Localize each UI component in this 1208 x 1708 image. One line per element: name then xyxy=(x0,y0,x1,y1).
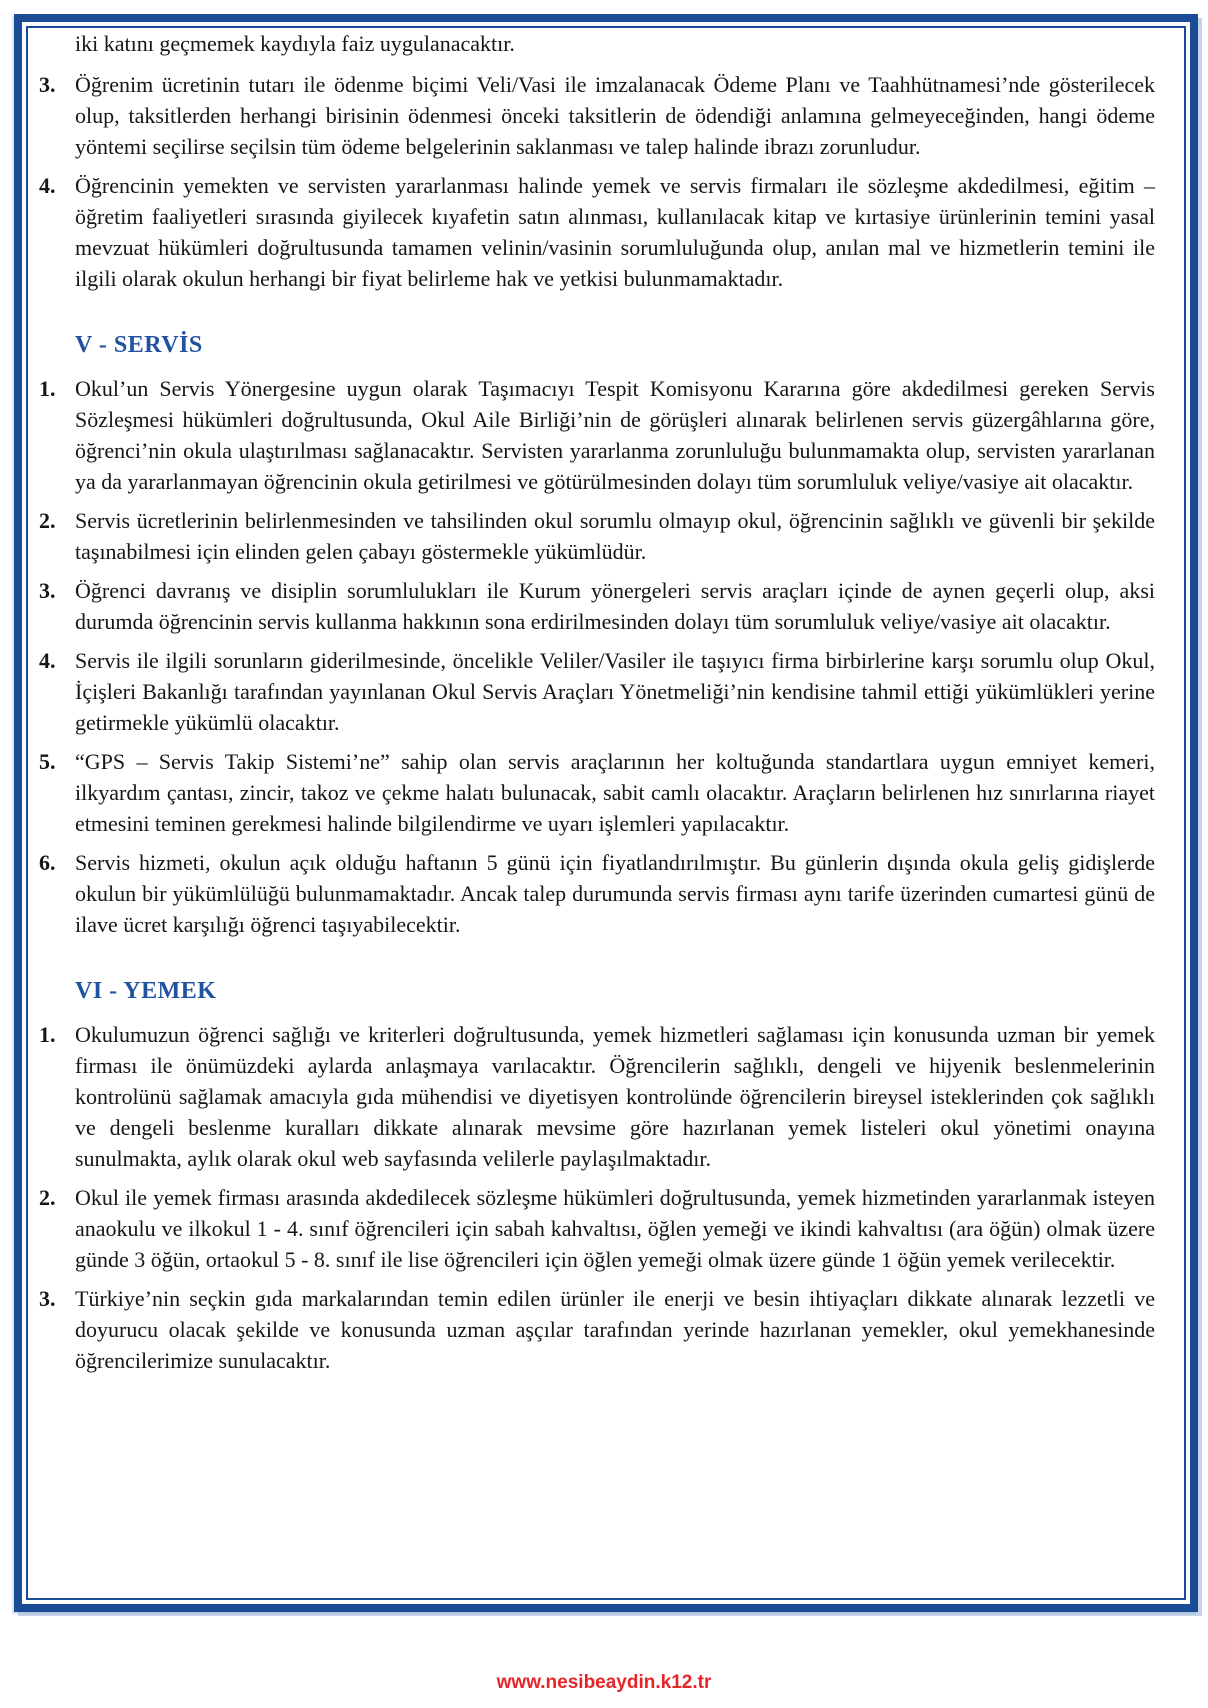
item-number: 1. xyxy=(39,376,56,401)
document-content xyxy=(39,28,1155,1384)
page-footer xyxy=(0,1672,1208,1694)
section-heading: VI - YEMEK xyxy=(75,978,217,1004)
numbered-item xyxy=(39,1019,1155,1174)
numbered-item xyxy=(39,1182,1155,1275)
numbered-item xyxy=(39,69,1155,162)
item-text: Servis hizmeti, okulun açık olduğu haftanın 5 günü için fiyatlandırılmıştır. Bu günlerin dışında okula geliş gidişlerde okulun bir yükümlülüğü bulunmamaktadır. Ancak talep durumunda servis firması aynı tarife üzerinden cumartesi günü de ilave ücret karşılığı öğrenci taşıyabilecektir. xyxy=(75,850,1155,937)
item-text: Servis ile ilgili sorunların giderilmesinde, öncelikle Veliler/Vasiler ile taşıyıcı firma birbirlerine karşı sorumlu olup Okul, İçişleri Bakanlığı tarafından yayınlanan Okul Servis Araçları Yönetmeliği’nin kendisine tahmil ettiği yükümlükleri yerine getirmekle yükümlü olacaktır. xyxy=(75,648,1155,735)
item-text: Öğrenim ücretinin tutarı ile ödenme biçimi Veli/Vasi ile imzalanacak Ödeme Planı ve Taahhütnamesi’nde gösterilecek olup, taksitlerden herhangi birisinin ödenmesi önceki taksitlerin de ödendiği anlamına gelmeyeceğinden, hangi ödeme yöntemi seçilirse seçilsin tüm ödeme belgelerinin saklanması ve talep halinde ibrazı zorunludur. xyxy=(75,72,1155,159)
numbered-item xyxy=(39,505,1155,567)
item-text: Okul ile yemek firması arasında akdedilecek sözleşme hükümleri doğrultusunda, yemek hizmetinden yararlanmak isteyen anaokulu ve ilkokul 1 - 4. sınıf öğrencileri için sabah kahvaltısı, öğlen yemeği ve ikindi kahvaltısı (ara öğün) olmak üzere günde 3 öğün, ortaokul 5 - 8. sınıf ile lise öğrencileri için öğlen yemeği olmak üzere günde 1 öğün yemek verilecektir. xyxy=(75,1185,1155,1272)
item-text: Türkiye’nin seçkin gıda markalarından temin edilen ürünler ile enerji ve besin ihtiyaçları dikkate alınarak lezzetli ve doyurucu olacak şekilde ve konusunda uzman aşçılar tarafından yerinde hazırlanan yemekler, okul yemekhanesinde öğrencilerimize sunulacaktır. xyxy=(75,1286,1155,1373)
item-number: 5. xyxy=(39,749,56,774)
numbered-item xyxy=(39,170,1155,294)
footer-url: www.nesibeaydin.k12.tr xyxy=(496,1672,712,1693)
document-sections xyxy=(39,330,1155,1376)
item-number: 1. xyxy=(39,1022,56,1047)
item-text: Okul’un Servis Yönergesine uygun olarak Taşımacıyı Tespit Komisyonu Kararına göre akdedilmesi gereken Servis Sözleşmesi hükümleri doğrultusunda, Okul Aile Birliği’nin de görüşleri alınarak belirlenen servis güzergâhlarına göre, öğrenci’nin okula ulaştırılması sağlanacaktır. Servisten yararlanma zorunluluğu bulunmamakta olup, servisten yararlanan ya da yararlanmayan öğrencinin okula getirilmesi ve götürülmesinden dolayı tüm sorumluluk veliye/vasiye ait olacaktır. xyxy=(75,376,1155,494)
numbered-item xyxy=(39,575,1155,637)
intro-numbered-items xyxy=(39,69,1155,294)
item-number: 2. xyxy=(39,508,56,533)
section-heading: V - SERVİS xyxy=(75,332,203,358)
item-text: Servis ücretlerinin belirlenmesinden ve tahsilinden okul sorumlu olmayıp okul, öğrencinin sağlıklı ve güvenli bir şekilde taşınabilmesi için elinden gelen çabayı göstermekle yükümlüdür. xyxy=(75,508,1155,564)
continuation-paragraph: iki katını geçmemek kaydıyla faiz uygulanacaktır. xyxy=(75,31,515,56)
item-number: 4. xyxy=(39,173,56,198)
item-number: 3. xyxy=(39,578,56,603)
numbered-item xyxy=(39,645,1155,738)
item-text: Öğrenci davranış ve disiplin sorumlulukları ile Kurum yönergeleri servis araçları içinde de aynen geçerli olup, aksi durumda öğrencinin servis kullanma hakkının sona erdirilmesinden dolayı tüm sorumluluk veliye/vasiye ait olacaktır. xyxy=(75,578,1155,634)
item-text: “GPS – Servis Takip Sistemi’ne” sahip olan servis araçlarının her koltuğunda standartlara uygun emniyet kemeri, ilkyardım çantası, zincir, takoz ve çekme halatı bulunacak, sabit camlı olacaktır. Araçların belirlenen hız sınırlarına riayet etmesini teminen gerekmesi halinde bilgilendirme ve uyarı işlemleri yapılacaktır. xyxy=(75,749,1155,836)
numbered-item xyxy=(39,746,1155,839)
numbered-item xyxy=(39,373,1155,497)
numbered-item xyxy=(39,1283,1155,1376)
item-text: Okulumuzun öğrenci sağlığı ve kriterleri doğrultusunda, yemek hizmetleri sağlaması için konusunda uzman bir yemek firması ile önümüzdeki aylarda anlaşmaya varılacaktır. Öğrencilerin sağlıklı, dengeli ve hijyenik beslenmelerinin kontrolünü sağlamak amacıyla gıda mühendisi ve diyetisyen kontrolünde öğrencilerin bireysel isteklerinden çok sağlıklı ve dengeli beslenme kuralları dikkate alınarak mevsime göre hazırlanan yemek listeleri okul yönetimi onayına sunulmakta, aylık olarak okul web sayfasında velilerle paylaşılmaktadır. xyxy=(75,1022,1155,1171)
item-text: Öğrencinin yemekten ve servisten yararlanması halinde yemek ve servis firmaları ile sözleşme akdedilmesi, eğitim – öğretim faaliyetleri sırasında giyilecek kıyafetin satın alınması, kullanılacak kitap ve kırtasiye ürünlerinin temini yasal mevzuat hükümleri doğrultusunda tamamen velinin/vasinin sorumluluğunda olup, anılan mal ve hizmetlerin temini ile ilgili olarak okulun herhangi bir fiyat belirleme hak ve yetkisi bulunmamaktadır. xyxy=(75,173,1155,291)
numbered-item xyxy=(39,847,1155,940)
item-number: 6. xyxy=(39,850,56,875)
item-number: 4. xyxy=(39,648,56,673)
item-number: 3. xyxy=(39,1286,56,1311)
item-number: 2. xyxy=(39,1185,56,1210)
item-number: 3. xyxy=(39,72,56,97)
